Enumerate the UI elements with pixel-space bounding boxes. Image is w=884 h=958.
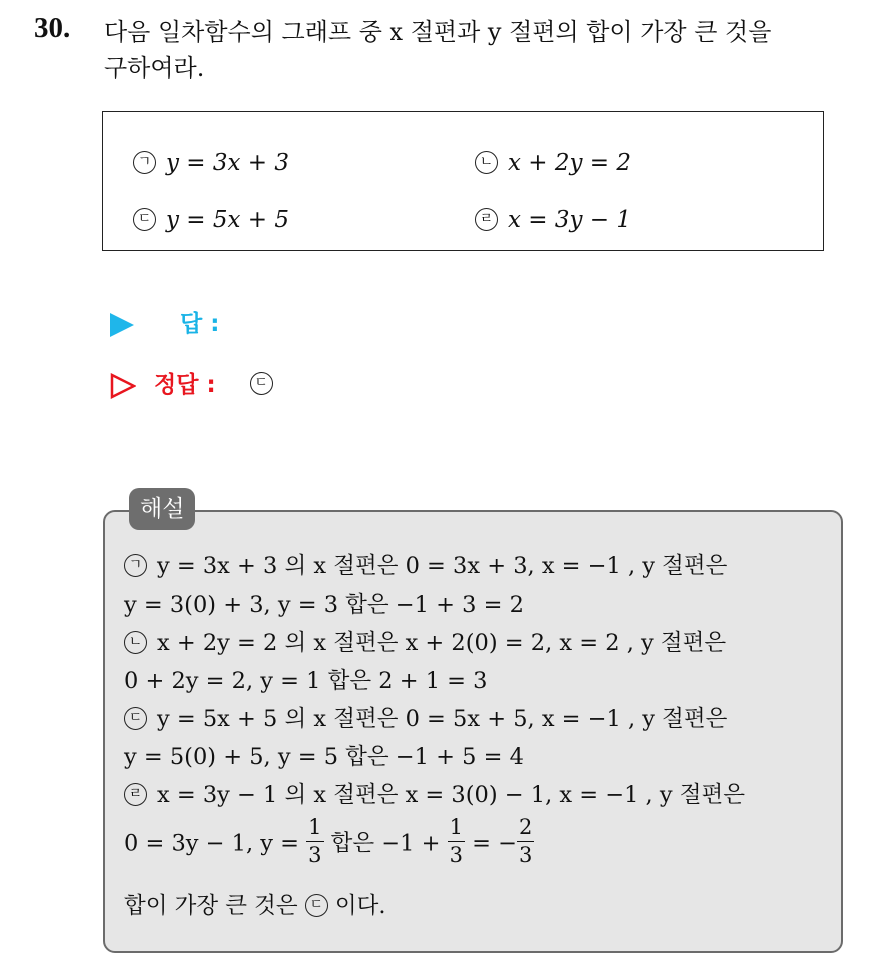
solution-line-5: [124, 701, 727, 733]
solution-text: y = 5x + 5 의 x 절편은 0 = 5x + 5, x = −1 , y 절편은: [157, 706, 728, 732]
question-line-2: 구하여라.: [104, 54, 205, 82]
solution-text: y = 5(0) + 5, y = 5 합은 −1 + 5 = 4: [124, 744, 524, 770]
choice-expression: y = 5x + 5: [166, 207, 290, 233]
fraction: [517, 817, 534, 866]
fraction-denominator: 3: [308, 843, 322, 867]
solution-text: 이다.: [327, 893, 386, 919]
solution-line-1: [124, 548, 727, 580]
choice-expression: x = 3y − 1: [508, 207, 632, 233]
question-number: 30.: [34, 12, 71, 44]
choice-1: [133, 150, 289, 176]
choice-expression: x + 2y = 2: [508, 150, 632, 176]
choice-4: [475, 207, 631, 233]
answer-row: [110, 305, 219, 338]
solution-text: 합이 가장 큰 것은: [124, 893, 305, 919]
fraction-numerator: 2: [517, 817, 534, 842]
fraction-denominator: 3: [449, 843, 464, 867]
solution-text: = −: [465, 830, 518, 857]
solution-line-8: [124, 815, 534, 869]
choice-marker-giyeok: ㄱ: [133, 151, 156, 174]
conclusion-marker-digeut: ㄷ: [305, 894, 328, 917]
fraction-numerator: 1: [448, 817, 465, 842]
solution-line-4: [124, 663, 488, 695]
solution-text: y = 3(0) + 3, y = 3 합은 −1 + 3 = 2: [124, 592, 524, 618]
solution-text: 합은 −1 +: [323, 830, 448, 857]
play-filled-icon: [110, 313, 134, 337]
question-line-1: 다음 일차함수의 그래프 중 x 절편과 y 절편의 합이 가장 큰 것을: [104, 18, 772, 46]
solution-text: 0 = 3y − 1, y =: [124, 830, 307, 857]
choice-3: [133, 207, 289, 233]
choice-marker-nieun: ㄴ: [475, 151, 498, 174]
solution-line-6: [124, 739, 524, 771]
answer-label: 답 :: [180, 311, 220, 337]
choices-box: [102, 111, 824, 251]
solution-line-7: [124, 777, 745, 809]
solution-marker-digeut: ㄷ: [124, 707, 147, 730]
solution-conclusion: [124, 888, 386, 920]
solution-tag: 해설: [129, 488, 195, 530]
choice-marker-digeut: ㄷ: [133, 208, 156, 231]
question-text: [104, 14, 864, 86]
solution-line-2: [124, 587, 524, 619]
fraction-numerator: 1: [306, 817, 323, 842]
solution-marker-nieun: ㄴ: [124, 631, 147, 654]
correct-answer-label: 정답 :: [154, 372, 216, 398]
solution-marker-rieul: ㄹ: [124, 783, 147, 806]
solution-text: x + 2y = 2 의 x 절편은 x + 2(0) = 2, x = 2 , y 절편은: [157, 630, 727, 656]
choice-2: [475, 150, 631, 176]
solution-marker-giyeok: ㄱ: [124, 554, 147, 577]
solution-line-3: [124, 625, 726, 657]
play-outline-icon: [110, 373, 136, 399]
solution-text: x = 3y − 1 의 x 절편은 x = 3(0) − 1, x = −1 , y 절편은: [157, 782, 745, 808]
correct-answer-value: ㄷ: [250, 372, 273, 395]
correct-answer-row: [110, 366, 283, 399]
fraction: [448, 817, 465, 866]
choice-expression: y = 3x + 3: [166, 150, 290, 176]
choice-marker-rieul: ㄹ: [475, 208, 498, 231]
fraction: [306, 817, 323, 866]
solution-text: 0 + 2y = 2, y = 1 합은 2 + 1 = 3: [124, 668, 488, 694]
fraction-denominator: 3: [519, 843, 533, 867]
solution-text: y = 3x + 3 의 x 절편은 0 = 3x + 3, x = −1 , y 절편은: [157, 553, 728, 579]
